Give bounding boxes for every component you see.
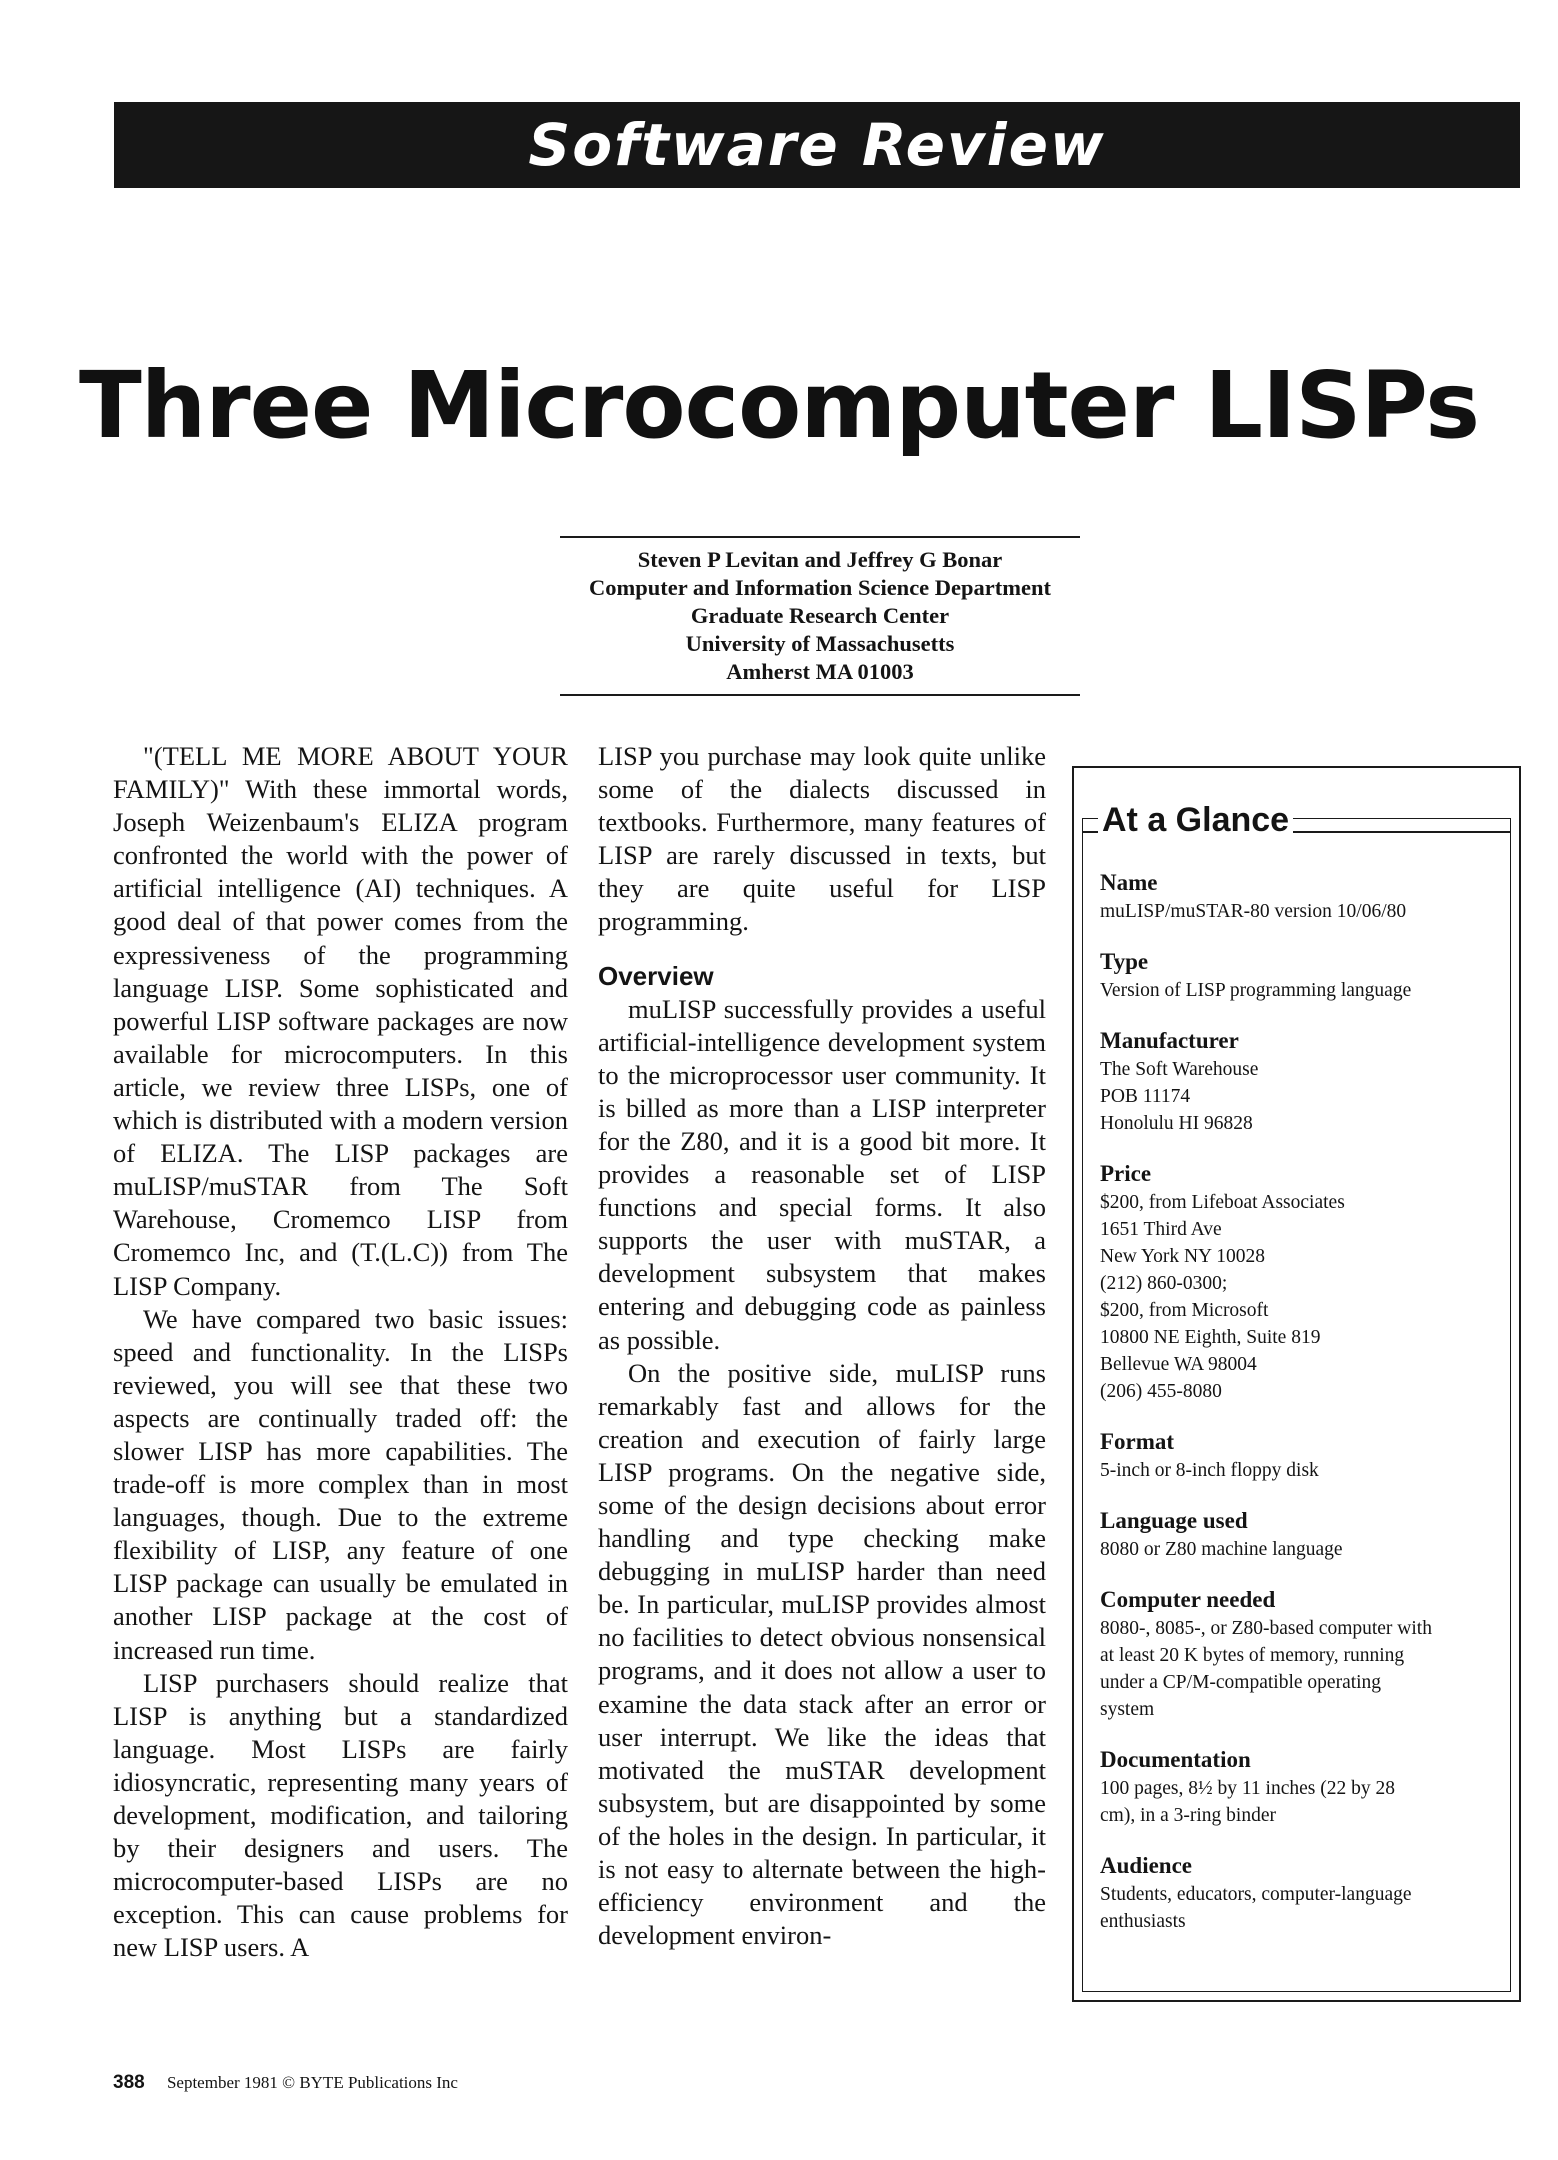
glance-heading: Format [1100,1429,1175,1454]
byline-center: Graduate Research Center [690,603,950,628]
paragraph-continued: LISP you purchase may look quite unlike some of the dialects discussed in textbooks. Furthermore, many features of LISP are rarely discussed in texts, but they are quite useful for LISP programming. [598,741,1046,937]
glance-line: New York NY 10028 [1100,1246,1266,1267]
byline-authors: Steven P Levitan and Jeffrey G Bonar [637,547,1003,572]
glance-heading: Language used [1100,1508,1248,1533]
glance-section-documentation [1100,1745,1500,1829]
glance-line: 8080-, 8085-, or Z80-based computer with [1100,1618,1432,1639]
glance-section-computer [1100,1585,1500,1723]
banner-text: Software Review [528,111,1106,179]
glance-section-type [1100,947,1500,1004]
at-a-glance-box [1072,766,1521,2002]
glance-heading: Manufacturer [1100,1028,1239,1053]
glance-section-manufacturer [1100,1026,1500,1137]
glance-line: The Soft Warehouse [1100,1059,1259,1080]
paragraph: "(TELL ME MORE ABOUT YOUR FAMILY)" With these immortal words, Joseph Weizenbaum's ELIZA program confronted the world with the power of artificial intelligence (AI) techniques. A good deal of that power comes from the expressiveness of the programming language LISP. Some sophisticated and powerful LISP software packages are now available for microcomputers. In this article, we review three LISPs, one of which is distributed with a modern version of ELIZA. The LISP packages are muLISP/muSTAR from The Soft Warehouse, Cromemco LISP from Cromemco Inc, and (T.(L.C)) from The LISP Company. [113,741,568,1301]
glance-line: under a CP/M-compatible operating [1100,1672,1382,1693]
glance-line: Version of LISP programming language [1100,980,1412,1001]
article-title: Three Microcomputer LISPs [78,352,1480,459]
glance-line: 10800 NE Eighth, Suite 819 [1100,1327,1321,1348]
paragraph: On the positive side, muLISP runs remarkably fast and allows for the creation and execution of fairly large LISP programs. On the negative side, some of the design decisions about error handling and type checking make debugging in muLISP harder than need be. In particular, muLISP provides almost no facilities to detect obvious nonsensical programs, and it does not allow a user to examine the data stack after an error or user interrupt. We like the ideas that motivated the muSTAR development subsystem, but are disappointed by some of the holes in the design. In particular, it is not easy to alternate between the high-efficiency environment and the development environ- [598,1357,1046,1951]
glance-line: 5-inch or 8-inch floppy disk [1100,1460,1319,1481]
glance-line: POB 11174 [1100,1086,1191,1107]
glance-line: enthusiasts [1100,1911,1186,1932]
glance-line: at least 20 K bytes of memory, running [1100,1645,1405,1666]
glance-line: 1651 Third Ave [1100,1219,1222,1240]
glance-line: (212) 860-0300; [1100,1273,1228,1294]
byline-address: Amherst MA 01003 [726,659,914,684]
glance-line: cm), in a 3-ring binder [1100,1805,1276,1826]
paragraph: We have compared two basic issues: speed and functionality. In the LISPs reviewed, you will see that these two aspects are continually traded off: the slower LISP has more capabilities. The trade-off is more complex than in most languages, though. Due to the extreme flexibility of LISP, any feature of one LISP package can usually be emulated in another LISP package at the cost of increased run time. [113,1303,568,1665]
glance-heading: Documentation [1100,1747,1251,1772]
glance-line: system [1100,1699,1155,1720]
glance-heading: Computer needed [1100,1587,1276,1612]
glance-heading: Type [1100,949,1149,974]
glance-section-name [1100,868,1500,925]
glance-heading: Audience [1100,1853,1192,1878]
paragraph: muLISP successfully provides a useful artificial-intelligence development system to the microprocessor user community. It is billed as more than a LISP interpreter for the Z80, and it is a good bit more. It provides a reasonable set of LISP functions and special forms. It also supports the user with muSTAR, a development subsystem that makes entering and debugging code as painless as possible. [598,993,1046,1355]
footer-credit: September 1981 © BYTE Publications Inc [166,2073,458,2092]
glance-line: (206) 455-8080 [1100,1381,1222,1402]
glance-heading: Name [1100,870,1158,895]
glance-line: $200, from Lifeboat Associates [1100,1192,1345,1213]
at-a-glance-body [1100,868,1500,1957]
byline [560,536,1080,696]
glance-line: 100 pages, 8½ by 11 inches (22 by 28 [1100,1778,1395,1799]
glance-section-price [1100,1159,1500,1405]
column-1 [113,740,568,1964]
glance-line: Bellevue WA 98004 [1100,1354,1257,1375]
page-footer [113,2072,458,2094]
glance-line: Students, educators, computer-language [1100,1884,1412,1905]
glance-line: $200, from Microsoft [1100,1300,1269,1321]
glance-line: muLISP/muSTAR-80 version 10/06/80 [1100,901,1407,922]
column-2 [598,740,1046,1952]
glance-line: Honolulu HI 96828 [1100,1113,1253,1134]
byline-university: University of Massachusetts [685,631,955,656]
page-number: 388 [113,2072,145,2093]
glance-line: 8080 or Z80 machine language [1100,1539,1343,1560]
paragraph: LISP purchasers should realize that LISP is anything but a standardized language. Most LISPs are fairly idiosyncratic, representing many years of development, modification, and tailoring by their designers and users. The microcomputer-based LISPs are no exception. This can cause problems for new LISP users. A [113,1667,568,1963]
at-a-glance-title: At a Glance [1098,800,1293,840]
section-banner [114,102,1520,188]
glance-section-format [1100,1427,1500,1484]
glance-heading: Price [1100,1161,1152,1186]
glance-section-audience [1100,1851,1500,1935]
byline-department: Computer and Information Science Department [588,575,1052,600]
glance-section-language [1100,1506,1500,1563]
section-heading-overview: Overview [598,960,714,991]
